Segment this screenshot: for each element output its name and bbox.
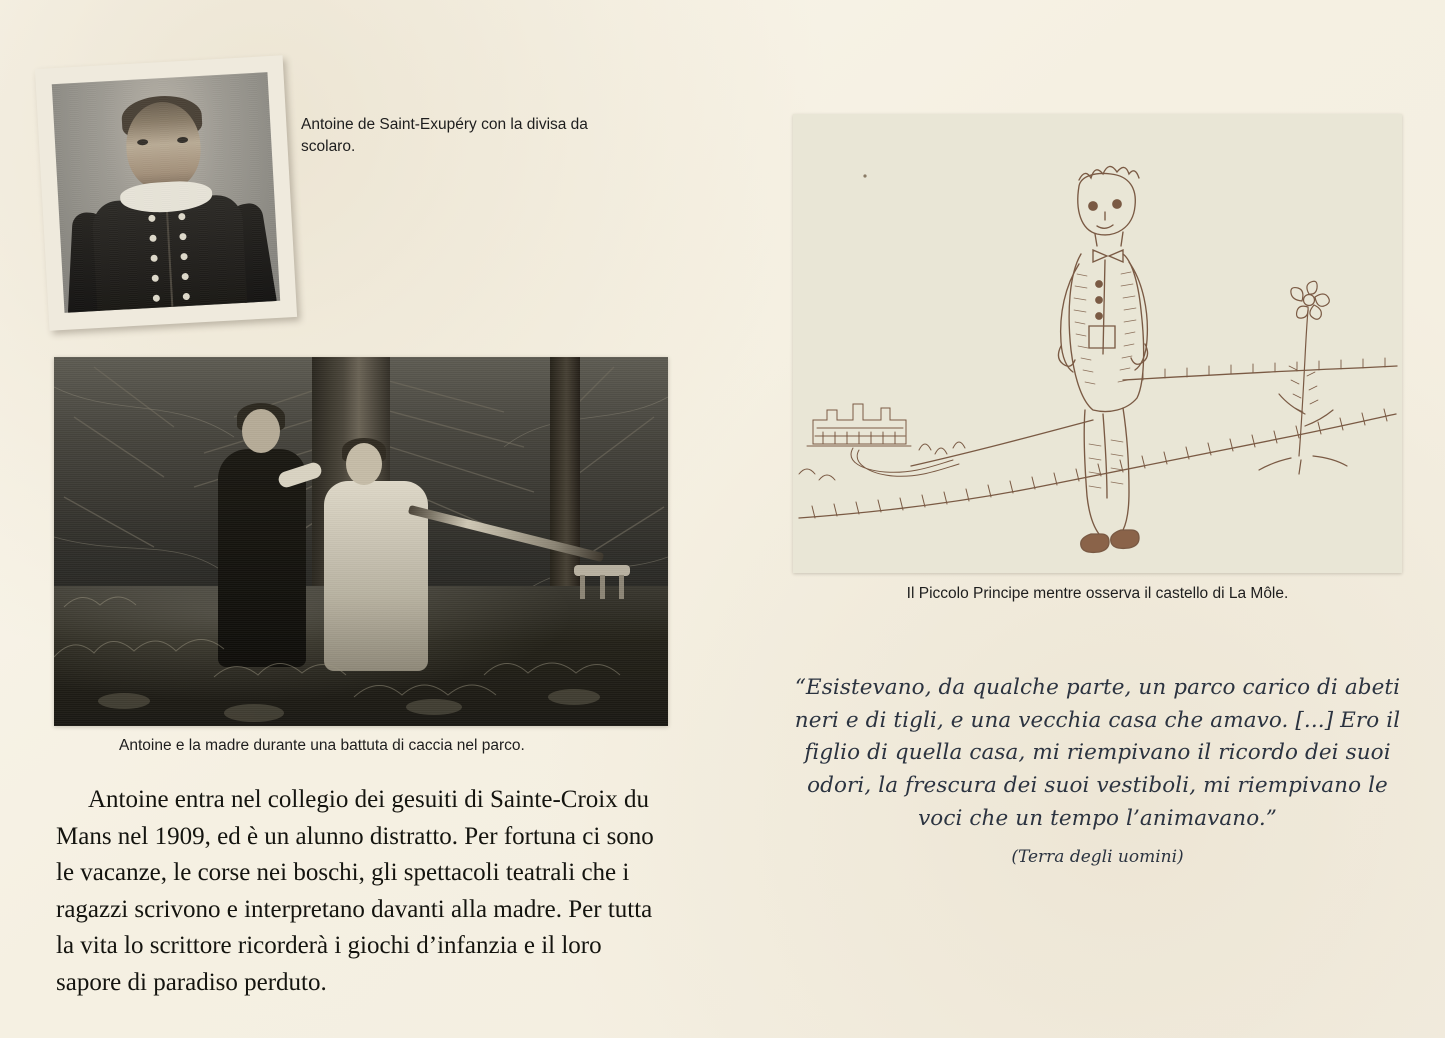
caption-portrait: Antoine de Saint-Exupéry con la divisa da scolaro. (301, 116, 588, 156)
caption-drawing: Il Piccolo Principe mentre osserva il castello di La Môle. (906, 585, 1289, 602)
body-paragraph: Antoine entra nel collegio dei gesuiti di Sainte-Croix du Mans nel 1909, ed è un alunno distratto. Per fortuna ci sono le vacanze, le corse nei boschi, gli spettacoli teatrali che i ragazzi scrivono e interpretano davanti alla madre. Per tutta la vita lo scrittore ricorderà i giochi d’infanzia e il loro sapore di paradiso perduto. (56, 786, 654, 996)
quote-text: “Esistevano, da qualche parte, un parco carico di abeti neri e di tigli, e una vecchia casa che amavo. [...] Ero il figlio di quella casa, mi riempivano il ricordo dei suoi odori, la frescura dei suoi vestiboli, mi riempivano le voci che un tempo l’animavano.” (794, 675, 1401, 831)
portrait-photo-image (52, 72, 280, 313)
little-prince-drawing (793, 114, 1402, 573)
undergrowth-foliage (54, 357, 668, 726)
caption-hunting-photo: Antoine e la madre durante una battuta di caccia nel parco. (119, 737, 525, 754)
quote-source: (Terra degli uomini) (1011, 847, 1184, 868)
quote-block (790, 672, 1405, 867)
hunting-photo-frame (54, 357, 668, 726)
drawing-frame (793, 114, 1402, 573)
portrait-photo-frame (35, 55, 297, 330)
